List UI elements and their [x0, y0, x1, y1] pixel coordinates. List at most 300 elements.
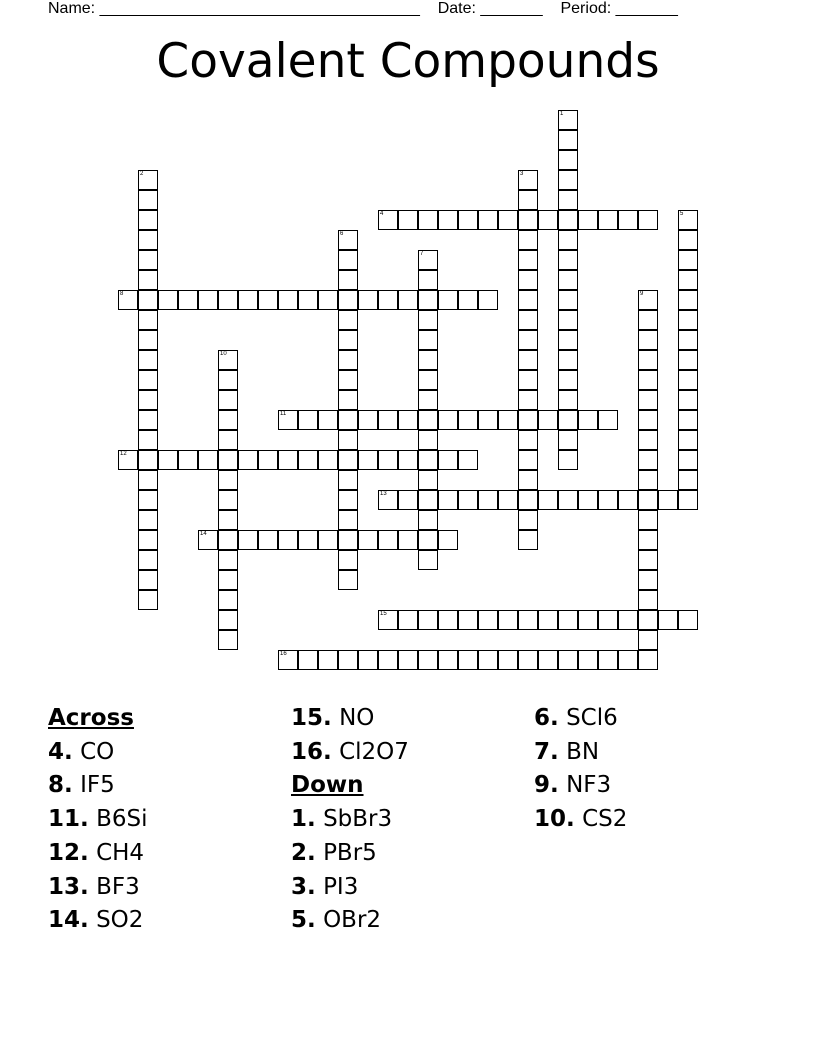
- grid-cell[interactable]: [578, 610, 598, 630]
- grid-cell[interactable]: [638, 590, 658, 610]
- grid-cell[interactable]: [458, 210, 478, 230]
- grid-cell[interactable]: [118, 450, 138, 470]
- grid-cell[interactable]: [338, 530, 358, 550]
- grid-cell[interactable]: [518, 370, 538, 390]
- grid-cell[interactable]: [398, 530, 418, 550]
- grid-cell[interactable]: [358, 290, 378, 310]
- grid-cell[interactable]: [478, 410, 498, 430]
- grid-cell[interactable]: [358, 450, 378, 470]
- clue-text: PBr5: [323, 839, 377, 866]
- clue-number-label: 7: [420, 251, 424, 257]
- grid-cell[interactable]: [178, 450, 198, 470]
- grid-cell[interactable]: [398, 290, 418, 310]
- grid-cell[interactable]: [418, 350, 438, 370]
- grid-cell[interactable]: [138, 530, 158, 550]
- grid-cell[interactable]: [538, 410, 558, 430]
- grid-cell[interactable]: [338, 390, 358, 410]
- grid-cell[interactable]: [398, 490, 418, 510]
- grid-cell[interactable]: [598, 410, 618, 430]
- clue-text: SbBr3: [323, 806, 393, 833]
- grid-cell[interactable]: [138, 230, 158, 250]
- grid-cell[interactable]: [378, 530, 398, 550]
- grid-cell[interactable]: [138, 290, 158, 310]
- grid-cell[interactable]: [418, 370, 438, 390]
- grid-cell[interactable]: [578, 650, 598, 670]
- grid-cell[interactable]: [518, 190, 538, 210]
- grid-cell[interactable]: [678, 230, 698, 250]
- grid-cell[interactable]: [438, 290, 458, 310]
- grid-cell[interactable]: [638, 650, 658, 670]
- grid-cell[interactable]: [238, 530, 258, 550]
- grid-cell[interactable]: [278, 410, 298, 430]
- grid-cell[interactable]: [618, 490, 638, 510]
- clue-number: 16.: [291, 738, 332, 765]
- grid-cell[interactable]: [418, 310, 438, 330]
- grid-cell[interactable]: [678, 490, 698, 510]
- grid-cell[interactable]: [498, 650, 518, 670]
- grid-cell[interactable]: [218, 290, 238, 310]
- grid-cell[interactable]: [638, 510, 658, 530]
- grid-cell[interactable]: [218, 590, 238, 610]
- grid-cell[interactable]: [638, 470, 658, 490]
- grid-cell[interactable]: [338, 270, 358, 290]
- grid-cell[interactable]: [258, 530, 278, 550]
- grid-cell[interactable]: [138, 330, 158, 350]
- grid-cell[interactable]: [218, 350, 238, 370]
- clue-number-label: 8: [120, 291, 124, 297]
- clue-down-1: [291, 803, 531, 837]
- grid-cell[interactable]: [678, 330, 698, 350]
- clue-number: 5.: [291, 907, 316, 934]
- grid-cell[interactable]: [338, 550, 358, 570]
- clue-number-label: 6: [340, 231, 344, 237]
- grid-cell[interactable]: [678, 450, 698, 470]
- date-label: Date:: [437, 0, 476, 17]
- grid-cell[interactable]: [518, 210, 538, 230]
- grid-cell[interactable]: [558, 190, 578, 210]
- grid-cell[interactable]: [678, 350, 698, 370]
- grid-cell[interactable]: [338, 370, 358, 390]
- grid-cell[interactable]: [418, 550, 438, 570]
- grid-cell[interactable]: [638, 570, 658, 590]
- grid-cell[interactable]: [558, 490, 578, 510]
- grid-cell[interactable]: [478, 290, 498, 310]
- grid-cell[interactable]: [138, 430, 158, 450]
- grid-cell[interactable]: [458, 490, 478, 510]
- grid-cell[interactable]: [518, 330, 538, 350]
- grid-cell[interactable]: [558, 610, 578, 630]
- grid-cell[interactable]: [138, 490, 158, 510]
- grid-cell[interactable]: [138, 570, 158, 590]
- grid-cell[interactable]: [418, 610, 438, 630]
- grid-cell[interactable]: [418, 450, 438, 470]
- grid-cell[interactable]: [438, 210, 458, 230]
- grid-cell[interactable]: [278, 650, 298, 670]
- grid-cell[interactable]: [338, 510, 358, 530]
- grid-cell[interactable]: [238, 450, 258, 470]
- grid-cell[interactable]: [418, 250, 438, 270]
- grid-cell[interactable]: [558, 330, 578, 350]
- grid-cell[interactable]: [138, 410, 158, 430]
- period-blank[interactable]: _______: [615, 0, 678, 17]
- grid-cell[interactable]: [218, 550, 238, 570]
- grid-cell[interactable]: [218, 630, 238, 650]
- grid-cell[interactable]: [318, 650, 338, 670]
- clue-text: CH4: [96, 839, 145, 866]
- grid-cell[interactable]: [558, 650, 578, 670]
- grid-cell[interactable]: [578, 210, 598, 230]
- grid-cell[interactable]: [418, 470, 438, 490]
- grid-cell[interactable]: [678, 210, 698, 230]
- grid-cell[interactable]: [358, 530, 378, 550]
- grid-cell[interactable]: [458, 610, 478, 630]
- grid-cell[interactable]: [218, 430, 238, 450]
- grid-cell[interactable]: [138, 270, 158, 290]
- grid-cell[interactable]: [238, 290, 258, 310]
- clue-number-label: 16: [280, 651, 287, 657]
- grid-cell[interactable]: [558, 250, 578, 270]
- grid-cell[interactable]: [458, 410, 478, 430]
- period-label: Period:: [560, 0, 612, 17]
- grid-cell[interactable]: [438, 410, 458, 430]
- grid-cell[interactable]: [438, 530, 458, 550]
- grid-cell[interactable]: [178, 290, 198, 310]
- grid-cell[interactable]: [518, 470, 538, 490]
- clue-across-12: [48, 837, 288, 871]
- grid-cell[interactable]: [418, 290, 438, 310]
- grid-cell[interactable]: [298, 530, 318, 550]
- grid-cell[interactable]: [558, 310, 578, 330]
- grid-cell[interactable]: [138, 470, 158, 490]
- clue-number-label: 11: [280, 411, 287, 417]
- grid-cell[interactable]: [318, 410, 338, 430]
- grid-cell[interactable]: [378, 410, 398, 430]
- grid-cell[interactable]: [558, 110, 578, 130]
- across-heading: Across: [48, 705, 134, 731]
- grid-cell[interactable]: [538, 210, 558, 230]
- grid-cell[interactable]: [538, 490, 558, 510]
- grid-cell[interactable]: [398, 610, 418, 630]
- grid-cell[interactable]: [458, 290, 478, 310]
- grid-cell[interactable]: [338, 490, 358, 510]
- clue-number: 9.: [534, 772, 559, 799]
- name-blank[interactable]: ____________________________________: [99, 0, 420, 17]
- clue-number-label: 3: [520, 171, 524, 177]
- grid-cell[interactable]: [338, 290, 358, 310]
- grid-cell[interactable]: [558, 150, 578, 170]
- grid-cell[interactable]: [578, 410, 598, 430]
- grid-cell[interactable]: [418, 270, 438, 290]
- grid-cell[interactable]: [218, 510, 238, 530]
- grid-cell[interactable]: [398, 410, 418, 430]
- grid-cell[interactable]: [338, 410, 358, 430]
- grid-cell[interactable]: [458, 650, 478, 670]
- clue-number-label: 1: [560, 111, 564, 117]
- grid-cell[interactable]: [518, 230, 538, 250]
- grid-cell[interactable]: [558, 350, 578, 370]
- clue-number: 13.: [48, 873, 89, 900]
- grid-cell[interactable]: [398, 210, 418, 230]
- grid-cell[interactable]: [478, 650, 498, 670]
- grid-cell[interactable]: [638, 410, 658, 430]
- grid-cell[interactable]: [258, 290, 278, 310]
- grid-cell[interactable]: [218, 530, 238, 550]
- grid-cell[interactable]: [478, 210, 498, 230]
- grid-cell[interactable]: [378, 290, 398, 310]
- grid-cell[interactable]: [338, 450, 358, 470]
- grid-cell[interactable]: [558, 450, 578, 470]
- grid-cell[interactable]: [338, 430, 358, 450]
- grid-cell[interactable]: [138, 350, 158, 370]
- grid-cell[interactable]: [618, 650, 638, 670]
- grid-cell[interactable]: [498, 490, 518, 510]
- grid-cell[interactable]: [138, 370, 158, 390]
- grid-cell[interactable]: [638, 330, 658, 350]
- grid-cell[interactable]: [198, 530, 218, 550]
- grid-cell[interactable]: [518, 650, 538, 670]
- clue-number: 3.: [291, 873, 316, 900]
- grid-cell[interactable]: [218, 490, 238, 510]
- grid-cell[interactable]: [638, 390, 658, 410]
- grid-cell[interactable]: [558, 130, 578, 150]
- clue-down-3: [291, 871, 531, 905]
- grid-cell[interactable]: [678, 470, 698, 490]
- grid-cell[interactable]: [558, 170, 578, 190]
- grid-cell[interactable]: [338, 470, 358, 490]
- grid-cell[interactable]: [558, 410, 578, 430]
- clue-text: SO2: [96, 907, 144, 934]
- grid-cell[interactable]: [138, 170, 158, 190]
- grid-cell[interactable]: [258, 450, 278, 470]
- grid-cell[interactable]: [158, 450, 178, 470]
- grid-cell[interactable]: [678, 430, 698, 450]
- clue-across-15: [291, 702, 531, 736]
- grid-cell[interactable]: [678, 390, 698, 410]
- grid-cell[interactable]: [518, 350, 538, 370]
- clue-number: 8.: [48, 772, 73, 799]
- grid-cell[interactable]: [618, 610, 638, 630]
- grid-cell[interactable]: [158, 290, 178, 310]
- clue-number: 6.: [534, 705, 559, 731]
- grid-cell[interactable]: [418, 430, 438, 450]
- grid-cell[interactable]: [638, 630, 658, 650]
- grid-cell[interactable]: [318, 450, 338, 470]
- grid-cell[interactable]: [458, 450, 478, 470]
- grid-cell[interactable]: [638, 550, 658, 570]
- grid-cell[interactable]: [478, 490, 498, 510]
- grid-cell[interactable]: [378, 210, 398, 230]
- grid-cell[interactable]: [658, 490, 678, 510]
- clue-text: NO: [339, 705, 375, 731]
- grid-cell[interactable]: [518, 450, 538, 470]
- grid-cell[interactable]: [218, 450, 238, 470]
- clue-number-label: 15: [380, 611, 387, 617]
- grid-cell[interactable]: [498, 410, 518, 430]
- grid-cell[interactable]: [338, 570, 358, 590]
- grid-cell[interactable]: [298, 450, 318, 470]
- grid-cell[interactable]: [518, 610, 538, 630]
- grid-cell[interactable]: [558, 270, 578, 290]
- clue-text: CO: [80, 738, 115, 765]
- grid-cell[interactable]: [678, 250, 698, 270]
- grid-cell[interactable]: [278, 450, 298, 470]
- grid-cell[interactable]: [138, 310, 158, 330]
- grid-cell[interactable]: [138, 390, 158, 410]
- grid-cell[interactable]: [138, 450, 158, 470]
- grid-cell[interactable]: [498, 610, 518, 630]
- grid-cell[interactable]: [538, 650, 558, 670]
- grid-cell[interactable]: [518, 250, 538, 270]
- grid-cell[interactable]: [338, 310, 358, 330]
- grid-cell[interactable]: [558, 370, 578, 390]
- grid-cell[interactable]: [678, 610, 698, 630]
- grid-cell[interactable]: [518, 290, 538, 310]
- clue-text: Cl2O7: [339, 738, 409, 765]
- grid-cell[interactable]: [518, 390, 538, 410]
- clue-text: NF3: [566, 772, 612, 799]
- grid-cell[interactable]: [218, 390, 238, 410]
- grid-cell[interactable]: [678, 370, 698, 390]
- grid-cell[interactable]: [278, 530, 298, 550]
- grid-cell[interactable]: [418, 650, 438, 670]
- grid-cell[interactable]: [338, 350, 358, 370]
- grid-cell[interactable]: [418, 490, 438, 510]
- grid-cell[interactable]: [598, 490, 618, 510]
- grid-cell[interactable]: [558, 230, 578, 250]
- clue-down-2: [291, 837, 531, 871]
- grid-cell[interactable]: [378, 650, 398, 670]
- grid-cell[interactable]: [478, 610, 498, 630]
- grid-cell[interactable]: [518, 170, 538, 190]
- grid-cell[interactable]: [418, 410, 438, 430]
- grid-cell[interactable]: [218, 370, 238, 390]
- clue-text: CS2: [582, 806, 628, 833]
- grid-cell[interactable]: [338, 330, 358, 350]
- clue-text: OBr2: [323, 907, 382, 934]
- grid-cell[interactable]: [678, 410, 698, 430]
- grid-cell[interactable]: [298, 650, 318, 670]
- grid-cell[interactable]: [138, 510, 158, 530]
- grid-cell[interactable]: [558, 430, 578, 450]
- clue-text: BF3: [96, 873, 140, 900]
- grid-cell[interactable]: [138, 550, 158, 570]
- grid-cell[interactable]: [558, 390, 578, 410]
- grid-cell[interactable]: [218, 410, 238, 430]
- grid-cell[interactable]: [438, 450, 458, 470]
- grid-cell[interactable]: [418, 530, 438, 550]
- grid-cell[interactable]: [358, 650, 378, 670]
- grid-cell[interactable]: [218, 610, 238, 630]
- grid-cell[interactable]: [558, 210, 578, 230]
- grid-cell[interactable]: [638, 290, 658, 310]
- grid-cell[interactable]: [438, 610, 458, 630]
- grid-cell[interactable]: [638, 210, 658, 230]
- grid-cell[interactable]: [598, 610, 618, 630]
- grid-cell[interactable]: [638, 450, 658, 470]
- grid-cell[interactable]: [658, 610, 678, 630]
- grid-cell[interactable]: [678, 310, 698, 330]
- clue-column-1: [48, 702, 288, 938]
- grid-cell[interactable]: [338, 230, 358, 250]
- grid-cell[interactable]: [398, 650, 418, 670]
- grid-cell[interactable]: [138, 250, 158, 270]
- clue-text: B6Si: [96, 806, 148, 833]
- grid-cell[interactable]: [138, 590, 158, 610]
- grid-cell[interactable]: [518, 490, 538, 510]
- grid-cell[interactable]: [678, 290, 698, 310]
- grid-cell[interactable]: [638, 490, 658, 510]
- grid-cell[interactable]: [358, 410, 378, 430]
- date-blank[interactable]: _______: [480, 0, 543, 17]
- grid-cell[interactable]: [638, 430, 658, 450]
- grid-cell[interactable]: [638, 610, 658, 630]
- grid-cell[interactable]: [298, 290, 318, 310]
- clue-number: 10.: [534, 806, 575, 833]
- grid-cell[interactable]: [378, 450, 398, 470]
- clue-number-label: 10: [220, 351, 227, 357]
- grid-cell[interactable]: [398, 450, 418, 470]
- grid-cell[interactable]: [598, 650, 618, 670]
- grid-cell[interactable]: [318, 530, 338, 550]
- grid-cell[interactable]: [418, 510, 438, 530]
- clue-across-4: [48, 736, 288, 770]
- grid-cell[interactable]: [618, 210, 638, 230]
- grid-cell[interactable]: [338, 250, 358, 270]
- grid-cell[interactable]: [378, 610, 398, 630]
- grid-cell[interactable]: [138, 190, 158, 210]
- clue-across-11: [48, 803, 288, 837]
- grid-cell[interactable]: [438, 650, 458, 670]
- down-heading: Down: [291, 772, 364, 799]
- grid-cell[interactable]: [418, 390, 438, 410]
- grid-cell[interactable]: [518, 270, 538, 290]
- grid-cell[interactable]: [438, 490, 458, 510]
- clue-text: SCl6: [566, 705, 618, 731]
- grid-cell[interactable]: [578, 490, 598, 510]
- grid-cell[interactable]: [198, 290, 218, 310]
- grid-cell[interactable]: [378, 490, 398, 510]
- grid-cell[interactable]: [518, 530, 538, 550]
- grid-cell[interactable]: [418, 330, 438, 350]
- grid-cell[interactable]: [498, 210, 518, 230]
- grid-cell[interactable]: [338, 650, 358, 670]
- grid-cell[interactable]: [678, 270, 698, 290]
- grid-cell[interactable]: [218, 470, 238, 490]
- clue-number-label: 14: [200, 531, 207, 537]
- grid-cell[interactable]: [638, 350, 658, 370]
- grid-cell[interactable]: [518, 430, 538, 450]
- grid-cell[interactable]: [318, 290, 338, 310]
- grid-cell[interactable]: [638, 310, 658, 330]
- grid-cell[interactable]: [638, 370, 658, 390]
- grid-cell[interactable]: [558, 290, 578, 310]
- grid-cell[interactable]: [298, 410, 318, 430]
- grid-cell[interactable]: [518, 510, 538, 530]
- grid-cell[interactable]: [278, 290, 298, 310]
- grid-cell[interactable]: [518, 310, 538, 330]
- clue-number-label: 9: [640, 291, 644, 297]
- grid-cell[interactable]: [518, 410, 538, 430]
- grid-cell[interactable]: [638, 530, 658, 550]
- grid-cell[interactable]: [538, 610, 558, 630]
- grid-cell[interactable]: [118, 290, 138, 310]
- clue-number: 1.: [291, 806, 316, 833]
- grid-cell[interactable]: [218, 570, 238, 590]
- grid-cell[interactable]: [138, 210, 158, 230]
- grid-cell[interactable]: [598, 210, 618, 230]
- grid-cell[interactable]: [198, 450, 218, 470]
- grid-cell[interactable]: [418, 210, 438, 230]
